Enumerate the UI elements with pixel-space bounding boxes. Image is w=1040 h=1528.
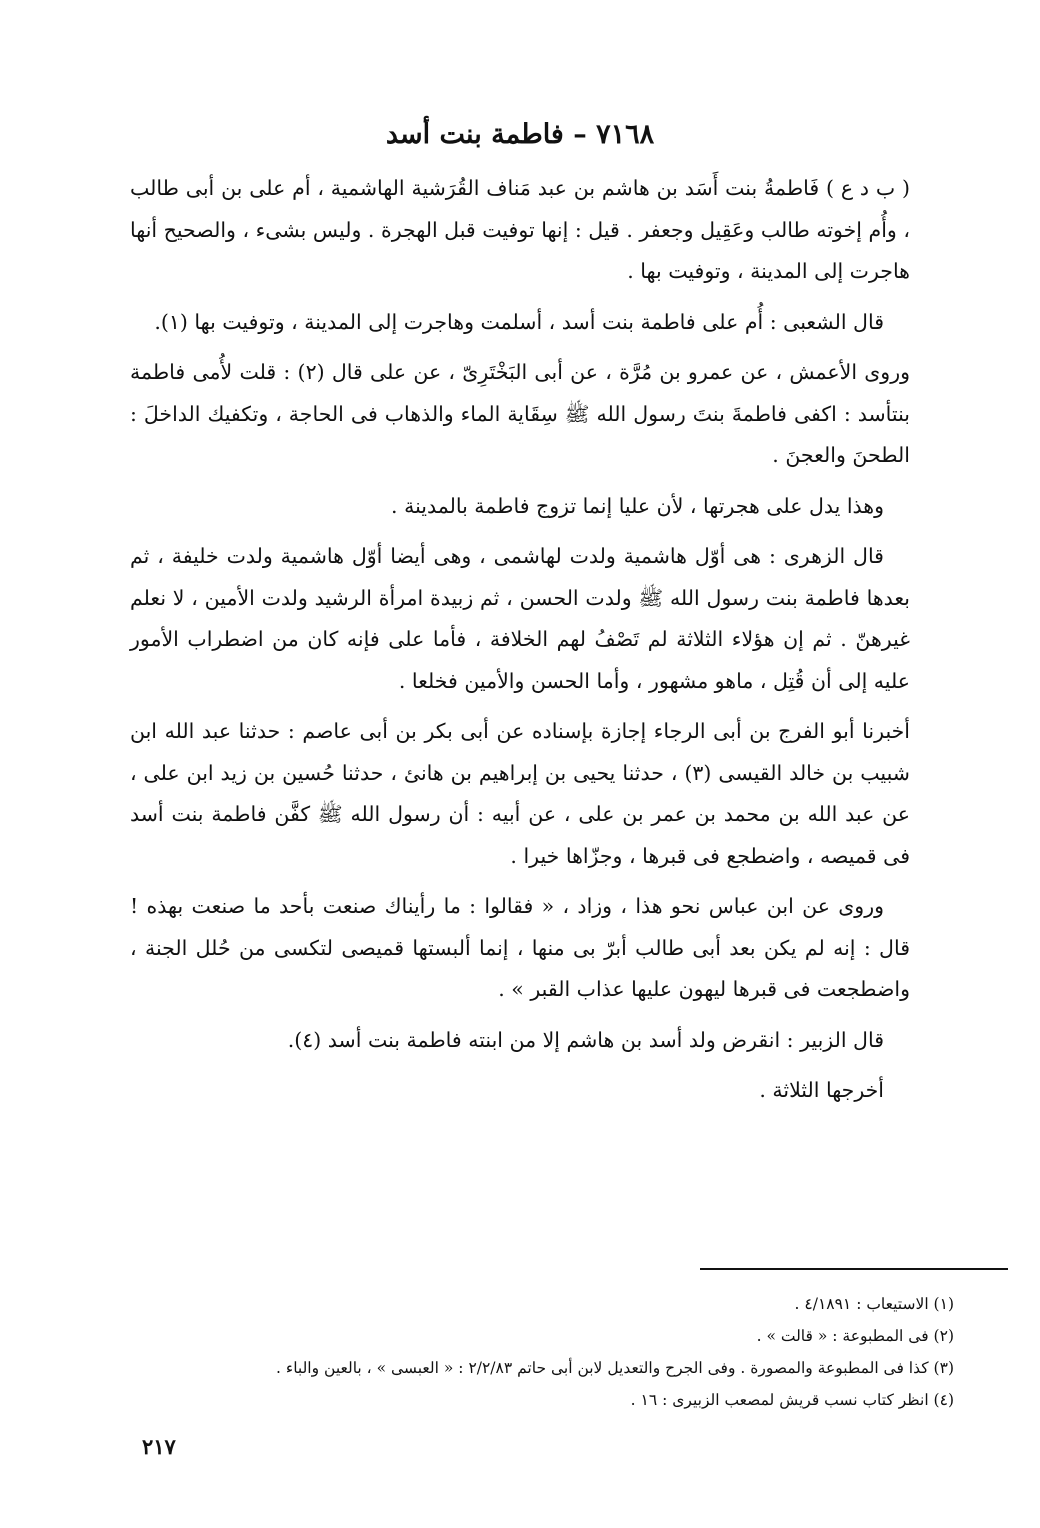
footnote: (٤) انظر كتاب نسب قريش لمصعب الزبيرى : ١٦ . <box>630 1391 954 1409</box>
body-paragraph: ( ب د ع ) فَاطمةُ بنت أَسَد بن هاشم بن عبد مَناف القُرَشية الهاشمية ، أم على بن أبى طالب ، وأُم إخوته طالب وعَقِيل وجعفر . قيل : إنها توفيت قبل الهجرة . وليس بشىء ، والصحيح أنها هاجرت إلى المدينة ، وتوفيت بها . <box>130 176 910 283</box>
body-paragraph: قال الزهرى : هى أوّل هاشمية ولدت لهاشمى ، وهى أيضا أوّل هاشمية ولدت خليفة ، ثم بعدها فاطمة بنت رسول الله ﷺ ولدت الحسن ، ثم زبيدة امرأة الرشيد ولدت الأمين ، لا نعلم غيرهنّ . ثم إن هؤلاء الثلاثة لم تَصْفُ لهم الخلافة ، فأما على فإنه كان من اضطراب الأمور عليه إلى أن قُتِل ، ماهو مشهور ، وأما الحسن والأمين فخلعا . <box>130 544 910 693</box>
footnotes <box>130 1288 960 1416</box>
footnote-divider <box>700 1268 1008 1270</box>
footnote: (٢) فى المطبوعة : « قالت » . <box>756 1327 954 1345</box>
footnote: (٣) كذا فى المطبوعة والمصورة . وفى الجرح والتعديل لابن أبى حاتم ٢/٢/٨٣ : « العبسى » ، بالعين والباء . <box>276 1359 954 1377</box>
body-paragraph: وهذا يدل على هجرتها ، لأن عليا إنما تزوج فاطمة بالمدينة . <box>391 493 884 518</box>
entry-body <box>130 168 910 1121</box>
body-paragraph: وروى عن ابن عباس نحو هذا ، وزاد ، « فقالوا : ما رأيناك صنعت بأحد ما صنعت بهذه ! قال : إنه لم يكن بعد أبى طالب أبرّ بى منها ، إنما ألبستها قميصى لتكسى من حُلل الجنة ، واضطجعت فى قبرها ليهون عليها عذاب القبر » . <box>130 894 910 1001</box>
body-paragraph: قال الشعبى : أُم على فاطمة بنت أسد ، أسلمت وهاجرت إلى المدينة ، وتوفيت بها (١). <box>154 309 884 334</box>
footnote: (١) الاستيعاب : ٤/١٨٩١ . <box>794 1295 954 1313</box>
body-paragraph: وروى الأعمش ، عن عمرو بن مُرَّة ، عن أبى البَخْتَرِىّ ، عن على قال (٢) : قلت لأُمى فاطمة بنتأسد : اكفى فاطمةَ بنتَ رسول الله ﷺ سِقَاية الماء والذهاب فى الحاجة ، وتكفيك الداخلَ : الطحنَ والعجنَ . <box>130 360 910 467</box>
body-paragraph: أخبرنا أبو الفرج بن أبى الرجاء إجازة بإسناده عن أبى بكر بن أبى عاصم : حدثنا عبد الله ابن شبيب بن خالد القيسى (٣) ، حدثنا يحيى بن إبراهيم بن هانئ ، حدثنا حُسين بن زيد ابن على ، عن عبد الله بن محمد بن عمر بن على ، عن أبيه : أن رسول الله ﷺ كفَّن فاطمة بنت أسد فى قميصه ، واضطجع فى قبرها ، وجزّاها خيرا . <box>130 719 910 868</box>
body-paragraph: قال الزبير : انقرض ولد أسد بن هاشم إلا من ابنته فاطمة بنت أسد (٤). <box>287 1027 884 1052</box>
entry-title: ٧١٦٨ – فاطمة بنت أسد <box>385 119 655 150</box>
body-paragraph: أخرجها الثلاثة . <box>759 1078 884 1102</box>
page-number: ٢١٧ <box>142 1434 176 1459</box>
